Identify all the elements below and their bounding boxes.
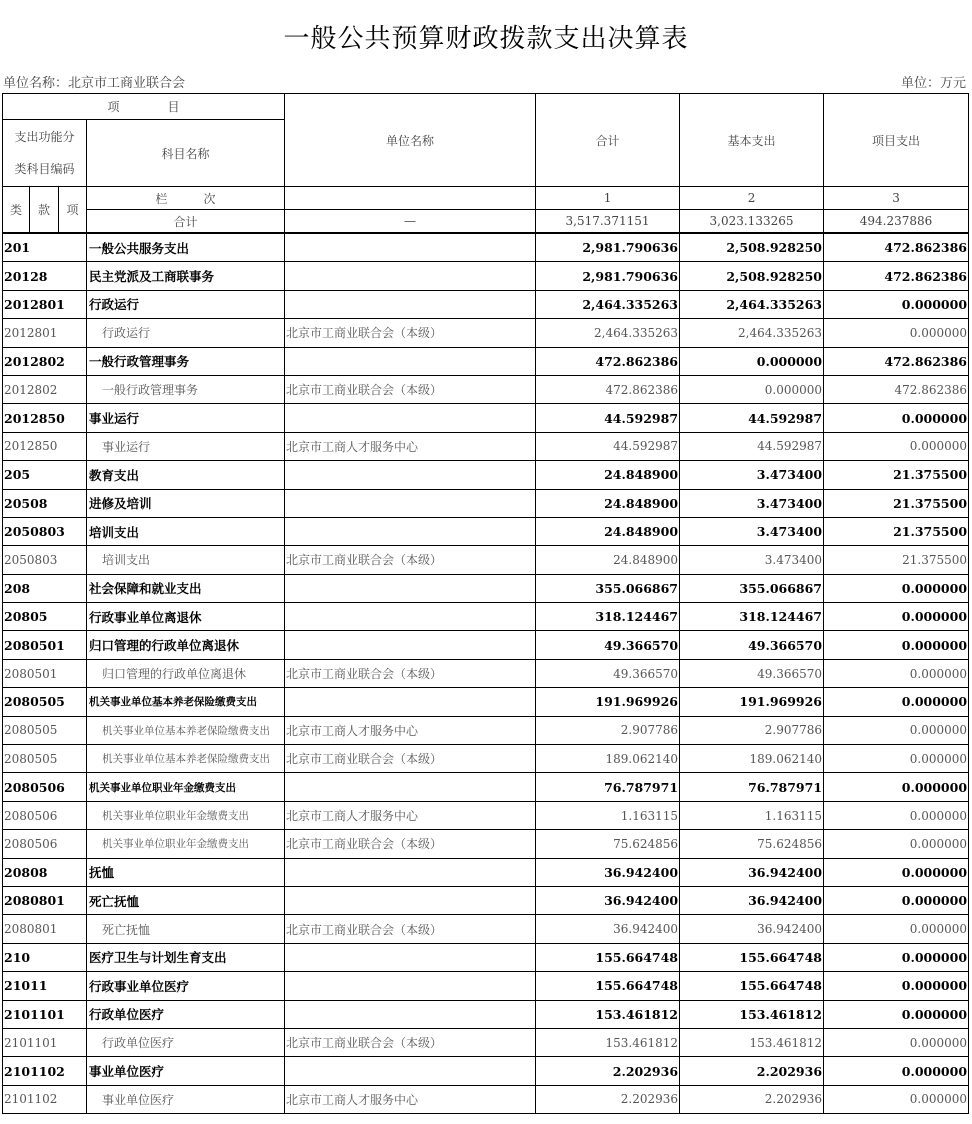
row-unit-name	[285, 773, 536, 801]
row-total: 75.624856	[536, 830, 680, 858]
row-basic: 155.664748	[680, 943, 824, 971]
row-total: 191.969926	[536, 688, 680, 716]
row-subject-name: 死亡抚恤	[87, 915, 285, 943]
row-subject-name: 行政事业单位离退休	[87, 603, 285, 631]
row-code: 2080801	[3, 886, 87, 914]
row-basic: 2.202936	[680, 1057, 824, 1085]
row-project: 0.000000	[824, 574, 969, 602]
row-basic: 2,508.928250	[680, 262, 824, 290]
header-total: 合计	[536, 94, 680, 187]
row-code: 20128	[3, 262, 87, 290]
row-project: 0.000000	[824, 688, 969, 716]
table-row	[3, 659, 969, 687]
row-total: 49.366570	[536, 631, 680, 659]
row-code: 2012850	[3, 432, 87, 460]
row-code: 2101102	[3, 1085, 87, 1113]
row-total: 155.664748	[536, 943, 680, 971]
row-total: 2,464.335263	[536, 319, 680, 347]
row-subject-name: 抚恤	[87, 858, 285, 886]
row-basic: 2,464.335263	[680, 290, 824, 318]
table-row	[3, 830, 969, 858]
row-unit-name	[285, 489, 536, 517]
row-project: 0.000000	[824, 1085, 969, 1113]
row-unit-name: 北京市工商业联合会（本级）	[285, 375, 536, 403]
row-project: 0.000000	[824, 972, 969, 1000]
row-subject-name: 行政单位医疗	[87, 1000, 285, 1028]
header-project: 项 目	[3, 94, 285, 120]
row-total: 24.848900	[536, 461, 680, 489]
row-basic: 76.787971	[680, 773, 824, 801]
row-subject-name: 培训支出	[87, 517, 285, 545]
row-code: 2012802	[3, 347, 87, 375]
row-unit-name: 北京市工商人才服务中心	[285, 716, 536, 744]
header-basic: 基本支出	[680, 94, 824, 187]
row-unit-name	[285, 688, 536, 716]
total-row-label: 合计	[87, 210, 285, 234]
row-code: 2080506	[3, 773, 87, 801]
table-row	[3, 886, 969, 914]
row-unit-name: 北京市工商业联合会（本级）	[285, 319, 536, 347]
row-total: 1.163115	[536, 801, 680, 829]
table-row	[3, 972, 969, 1000]
row-unit-name	[285, 631, 536, 659]
table-row	[3, 1000, 969, 1028]
header-project-exp: 项目支出	[824, 94, 969, 187]
row-code: 201	[3, 233, 87, 262]
table-row	[3, 915, 969, 943]
row-total: 2.907786	[536, 716, 680, 744]
row-basic: 36.942400	[680, 886, 824, 914]
row-total: 2,981.790636	[536, 262, 680, 290]
table-row	[3, 319, 969, 347]
row-basic: 318.124467	[680, 603, 824, 631]
row-subject-name: 归口管理的行政单位离退休	[87, 659, 285, 687]
row-subject-name: 机关事业单位职业年金缴费支出	[87, 773, 285, 801]
row-subject-name: 一般行政管理事务	[87, 375, 285, 403]
row-unit-name	[285, 886, 536, 914]
row-subject-name: 机关事业单位职业年金缴费支出	[87, 801, 285, 829]
row-subject-name: 行政事业单位医疗	[87, 972, 285, 1000]
row-total: 2.202936	[536, 1085, 680, 1113]
total-row-v3: 494.237886	[824, 210, 969, 234]
header-xiang: 项	[59, 187, 87, 234]
row-project: 0.000000	[824, 716, 969, 744]
row-unit-name	[285, 1000, 536, 1028]
row-project: 0.000000	[824, 943, 969, 971]
table-row	[3, 1057, 969, 1085]
row-code: 20805	[3, 603, 87, 631]
row-total: 76.787971	[536, 773, 680, 801]
row-subject-name: 行政运行	[87, 290, 285, 318]
row-subject-name: 死亡抚恤	[87, 886, 285, 914]
row-basic: 75.624856	[680, 830, 824, 858]
row-unit-name	[285, 404, 536, 432]
row-subject-name: 机关事业单位基本养老保险缴费支出	[87, 745, 285, 773]
row-basic: 44.592987	[680, 432, 824, 460]
row-total: 24.848900	[536, 517, 680, 545]
row-basic: 153.461812	[680, 1028, 824, 1056]
unit-label: 单位：万元	[900, 76, 966, 91]
row-code: 20808	[3, 858, 87, 886]
row-total: 36.942400	[536, 886, 680, 914]
header-func-code-line2: 类科目编码	[14, 162, 75, 176]
row-total: 49.366570	[536, 659, 680, 687]
row-unit-name	[285, 1057, 536, 1085]
row-project: 0.000000	[824, 404, 969, 432]
row-basic: 2,464.335263	[680, 319, 824, 347]
row-total: 153.461812	[536, 1028, 680, 1056]
row-basic: 3.473400	[680, 489, 824, 517]
row-subject-name: 民主党派及工商联事务	[87, 262, 285, 290]
unit-name-label: 单位名称：北京市工商业联合会	[3, 76, 186, 91]
header-func-code-line1: 支出功能分	[14, 130, 75, 144]
row-subject-name: 行政单位医疗	[87, 1028, 285, 1056]
row-unit-name	[285, 574, 536, 602]
row-project: 0.000000	[824, 773, 969, 801]
row-subject-name: 机关事业单位基本养老保险缴费支出	[87, 716, 285, 744]
row-project: 21.375500	[824, 489, 969, 517]
header-col1: 1	[536, 187, 680, 210]
row-subject-name: 事业运行	[87, 404, 285, 432]
row-project: 0.000000	[824, 603, 969, 631]
row-project: 0.000000	[824, 745, 969, 773]
row-code: 2101102	[3, 1057, 87, 1085]
row-basic: 0.000000	[680, 375, 824, 403]
row-code: 210	[3, 943, 87, 971]
row-project: 0.000000	[824, 659, 969, 687]
row-total: 189.062140	[536, 745, 680, 773]
row-code: 20508	[3, 489, 87, 517]
row-code: 2080505	[3, 745, 87, 773]
row-subject-name: 培训支出	[87, 546, 285, 574]
row-code: 2012850	[3, 404, 87, 432]
row-total: 355.066867	[536, 574, 680, 602]
row-code: 2101101	[3, 1028, 87, 1056]
row-total: 24.848900	[536, 489, 680, 517]
row-subject-name: 一般公共服务支出	[87, 233, 285, 262]
table-row	[3, 233, 969, 262]
row-basic: 2,508.928250	[680, 233, 824, 262]
row-project: 0.000000	[824, 631, 969, 659]
row-total: 472.862386	[536, 375, 680, 403]
row-project: 0.000000	[824, 801, 969, 829]
table-row	[3, 716, 969, 744]
table-row	[3, 404, 969, 432]
table-row	[3, 262, 969, 290]
row-total: 36.942400	[536, 915, 680, 943]
total-row-v1: 3,517.371151	[536, 210, 680, 234]
row-code: 2080501	[3, 659, 87, 687]
row-project: 21.375500	[824, 461, 969, 489]
row-code: 2080505	[3, 688, 87, 716]
row-basic: 1.163115	[680, 801, 824, 829]
row-code: 2050803	[3, 517, 87, 545]
row-code: 2101101	[3, 1000, 87, 1028]
total-row-v2: 3,023.133265	[680, 210, 824, 234]
header-lei: 类	[3, 187, 30, 234]
row-unit-name	[285, 290, 536, 318]
row-basic: 49.366570	[680, 659, 824, 687]
row-total: 472.862386	[536, 347, 680, 375]
row-total: 2,464.335263	[536, 290, 680, 318]
header-unit-name: 单位名称	[285, 94, 536, 187]
row-subject-name: 医疗卫生与计划生育支出	[87, 943, 285, 971]
row-basic: 155.664748	[680, 972, 824, 1000]
row-unit-name	[285, 858, 536, 886]
table-row	[3, 1028, 969, 1056]
row-unit-name	[285, 347, 536, 375]
table-row	[3, 1085, 969, 1113]
header-row-blank	[285, 187, 536, 210]
expenditure-table	[2, 93, 969, 1114]
row-project: 0.000000	[824, 1057, 969, 1085]
table-row	[3, 688, 969, 716]
row-total: 153.461812	[536, 1000, 680, 1028]
row-unit-name: 北京市工商业联合会（本级）	[285, 745, 536, 773]
row-code: 205	[3, 461, 87, 489]
row-basic: 2.202936	[680, 1085, 824, 1113]
table-row	[3, 603, 969, 631]
row-unit-name: 北京市工商业联合会（本级）	[285, 659, 536, 687]
table-row	[3, 631, 969, 659]
row-subject-name: 事业单位医疗	[87, 1085, 285, 1113]
row-subject-name: 归口管理的行政单位离退休	[87, 631, 285, 659]
row-project: 472.862386	[824, 233, 969, 262]
row-subject-name: 机关事业单位职业年金缴费支出	[87, 830, 285, 858]
header-row-label: 栏 次	[87, 187, 285, 210]
row-subject-name: 教育支出	[87, 461, 285, 489]
row-unit-name: 北京市工商人才服务中心	[285, 1085, 536, 1113]
row-project: 0.000000	[824, 830, 969, 858]
row-project: 21.375500	[824, 517, 969, 545]
row-basic: 153.461812	[680, 1000, 824, 1028]
total-row-dash: —	[285, 210, 536, 234]
header-col3: 3	[824, 187, 969, 210]
table-row	[3, 801, 969, 829]
header-kuan: 款	[30, 187, 59, 234]
header-subject-name: 科目名称	[87, 120, 285, 187]
row-unit-name	[285, 603, 536, 631]
row-code: 2050803	[3, 546, 87, 574]
row-subject-name: 机关事业单位基本养老保险缴费支出	[87, 688, 285, 716]
row-total: 24.848900	[536, 546, 680, 574]
row-project: 472.862386	[824, 375, 969, 403]
row-unit-name: 北京市工商人才服务中心	[285, 432, 536, 460]
table-row	[3, 347, 969, 375]
table-row	[3, 489, 969, 517]
header-col2: 2	[680, 187, 824, 210]
row-project: 0.000000	[824, 858, 969, 886]
row-code: 2080505	[3, 716, 87, 744]
row-basic: 36.942400	[680, 858, 824, 886]
table-row	[3, 773, 969, 801]
row-unit-name: 北京市工商业联合会（本级）	[285, 830, 536, 858]
row-project: 0.000000	[824, 432, 969, 460]
table-row	[3, 375, 969, 403]
row-code: 2080801	[3, 915, 87, 943]
row-unit-name	[285, 233, 536, 262]
row-total: 318.124467	[536, 603, 680, 631]
row-basic: 3.473400	[680, 517, 824, 545]
table-row	[3, 517, 969, 545]
row-basic: 44.592987	[680, 404, 824, 432]
row-code: 21011	[3, 972, 87, 1000]
table-row	[3, 432, 969, 460]
row-project: 0.000000	[824, 915, 969, 943]
row-unit-name: 北京市工商人才服务中心	[285, 801, 536, 829]
row-total: 44.592987	[536, 432, 680, 460]
row-basic: 49.366570	[680, 631, 824, 659]
table-row	[3, 546, 969, 574]
row-code: 2080506	[3, 801, 87, 829]
row-unit-name	[285, 517, 536, 545]
row-total: 2,981.790636	[536, 233, 680, 262]
row-project: 0.000000	[824, 1000, 969, 1028]
page-title: 一般公共预算财政拨款支出决算表	[283, 24, 689, 54]
row-subject-name: 行政运行	[87, 319, 285, 347]
row-project: 0.000000	[824, 886, 969, 914]
row-total: 44.592987	[536, 404, 680, 432]
table-row	[3, 943, 969, 971]
table-row	[3, 745, 969, 773]
row-basic: 191.969926	[680, 688, 824, 716]
row-unit-name	[285, 972, 536, 1000]
row-project: 0.000000	[824, 290, 969, 318]
header-func-code	[3, 120, 87, 187]
row-project: 472.862386	[824, 262, 969, 290]
row-basic: 0.000000	[680, 347, 824, 375]
row-basic: 189.062140	[680, 745, 824, 773]
row-subject-name: 事业运行	[87, 432, 285, 460]
row-subject-name: 事业单位医疗	[87, 1057, 285, 1085]
row-total: 36.942400	[536, 858, 680, 886]
row-subject-name: 社会保障和就业支出	[87, 574, 285, 602]
table-row	[3, 290, 969, 318]
row-code: 2012802	[3, 375, 87, 403]
row-basic: 3.473400	[680, 546, 824, 574]
row-unit-name	[285, 943, 536, 971]
row-basic: 3.473400	[680, 461, 824, 489]
row-code: 2080506	[3, 830, 87, 858]
table-row	[3, 858, 969, 886]
row-code: 208	[3, 574, 87, 602]
row-unit-name: 北京市工商业联合会（本级）	[285, 915, 536, 943]
row-unit-name	[285, 262, 536, 290]
row-project: 21.375500	[824, 546, 969, 574]
row-unit-name	[285, 461, 536, 489]
row-project: 472.862386	[824, 347, 969, 375]
row-basic: 355.066867	[680, 574, 824, 602]
row-total: 155.664748	[536, 972, 680, 1000]
row-code: 2012801	[3, 290, 87, 318]
row-code: 2012801	[3, 319, 87, 347]
row-subject-name: 一般行政管理事务	[87, 347, 285, 375]
row-total: 2.202936	[536, 1057, 680, 1085]
row-project: 0.000000	[824, 1028, 969, 1056]
row-code: 2080501	[3, 631, 87, 659]
row-project: 0.000000	[824, 319, 969, 347]
row-unit-name: 北京市工商业联合会（本级）	[285, 546, 536, 574]
table-row	[3, 461, 969, 489]
row-basic: 36.942400	[680, 915, 824, 943]
row-subject-name: 进修及培训	[87, 489, 285, 517]
table-row	[3, 574, 969, 602]
row-unit-name: 北京市工商业联合会（本级）	[285, 1028, 536, 1056]
row-basic: 2.907786	[680, 716, 824, 744]
